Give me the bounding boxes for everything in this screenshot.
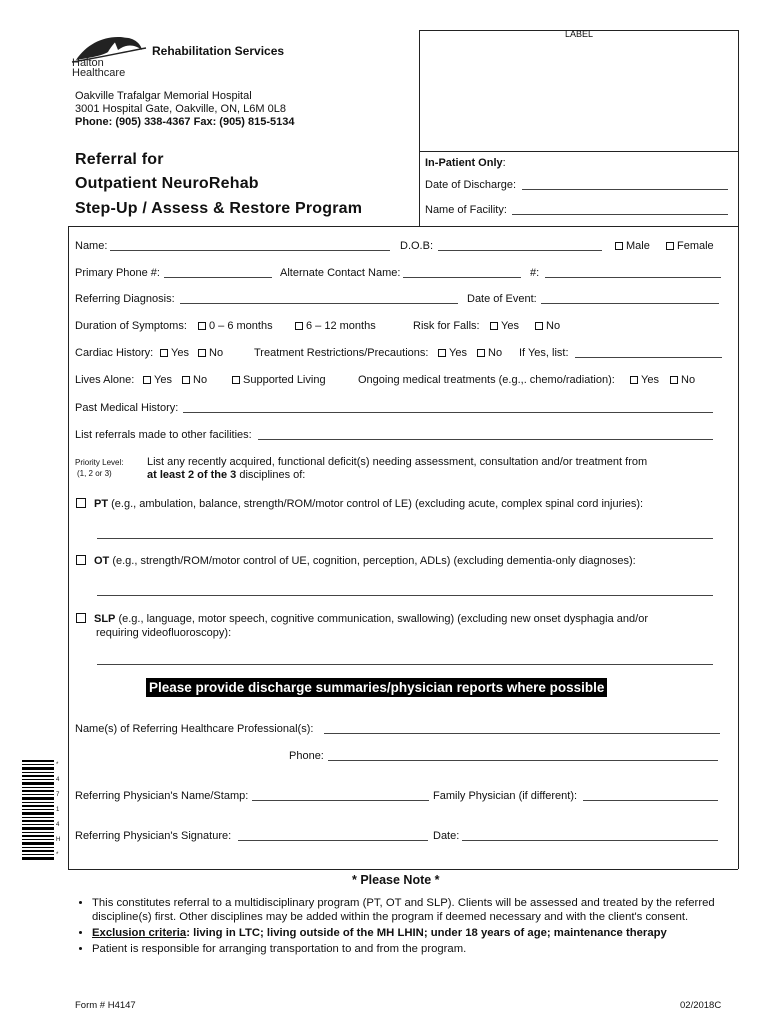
other-referrals-field[interactable] bbox=[258, 439, 713, 440]
primary-phone-field[interactable] bbox=[164, 277, 272, 278]
falls-no-option[interactable]: No bbox=[535, 320, 560, 332]
lives-alone-no-checkbox[interactable] bbox=[182, 376, 190, 384]
lives-alone-label: Lives Alone: bbox=[75, 374, 135, 386]
if-yes-list-label: If Yes, list: bbox=[519, 347, 569, 359]
priority-instructions-line2: at least 2 of the 3 disciplines of: bbox=[147, 469, 306, 481]
supported-living-checkbox[interactable] bbox=[232, 376, 240, 384]
note-item: • This constitutes referral to a multidisciplinary program (PT, OT and SLP). Clients will be assessed and treated by the referred discipline(s) first. Other disciplines may be added within the program if deemed necessary and with the client's consent. bbox=[92, 896, 760, 924]
ongoing-yes-option[interactable]: Yes bbox=[630, 374, 659, 386]
duration-0-6-checkbox[interactable] bbox=[198, 322, 206, 330]
priority-level-label: Priority Level: bbox=[75, 458, 124, 467]
pt-checkbox[interactable] bbox=[76, 498, 86, 508]
ongoing-treatments-label: Ongoing medical treatments (e.g.,. chemo/radiation): bbox=[358, 374, 615, 386]
date-of-event-field[interactable] bbox=[541, 303, 719, 304]
family-physician-label: Family Physician (if different): bbox=[433, 790, 578, 802]
treatment-no-option[interactable]: No bbox=[477, 347, 502, 359]
hospital-address: 3001 Hospital Gate, Oakville, ON, L6M 0L8 bbox=[75, 103, 286, 115]
label-box-left-border bbox=[419, 30, 420, 226]
lives-alone-yes-checkbox[interactable] bbox=[143, 376, 151, 384]
referring-professionals-field[interactable] bbox=[324, 733, 720, 734]
barcode bbox=[22, 758, 62, 868]
label-box-right-border bbox=[738, 30, 739, 226]
female-option[interactable]: Female bbox=[666, 240, 714, 252]
referrer-phone-label: Phone: bbox=[289, 750, 324, 762]
discharge-date-label: Date of Discharge: bbox=[425, 179, 517, 191]
discipline-slp[interactable]: SLP (e.g., language, motor speech, cognitive communication, swallowing) (excluding new onset dysphagia and/or bbox=[76, 613, 648, 625]
discipline-slp-line2: requiring videofluoroscopy): bbox=[96, 627, 232, 639]
slp-checkbox[interactable] bbox=[76, 613, 86, 623]
alt-contact-label: Alternate Contact Name: bbox=[280, 267, 401, 279]
pt-details-field[interactable] bbox=[97, 538, 713, 539]
logo-text-halton: Halton bbox=[72, 57, 104, 69]
treatment-yes-checkbox[interactable] bbox=[438, 349, 446, 357]
dob-label: D.O.B: bbox=[400, 240, 434, 252]
form-revision-date: 02/2018C bbox=[680, 1000, 722, 1011]
discharge-date-field[interactable] bbox=[522, 189, 728, 190]
physician-signature-label: Referring Physician's Signature: bbox=[75, 830, 232, 842]
barcode-text: * 4 7 1 4 H * bbox=[56, 762, 61, 858]
cardiac-no-option[interactable]: No bbox=[198, 347, 223, 359]
ot-checkbox[interactable] bbox=[76, 555, 86, 565]
signature-date-field[interactable] bbox=[462, 840, 718, 841]
lives-alone-yes-option[interactable]: Yes bbox=[143, 374, 172, 386]
falls-yes-option[interactable]: Yes bbox=[490, 320, 519, 332]
physician-name-field[interactable] bbox=[252, 800, 429, 801]
referring-professionals-label: Name(s) of Referring Healthcare Professional(s): bbox=[75, 723, 314, 735]
form-number: Form # H4147 bbox=[75, 1000, 136, 1011]
main-box-bottom-border bbox=[68, 869, 738, 870]
past-medical-history-label: Past Medical History: bbox=[75, 402, 179, 414]
date-of-event-label: Date of Event: bbox=[467, 293, 537, 305]
alt-contact-number-label: #: bbox=[530, 267, 540, 279]
form-title-line1: Referral for bbox=[75, 151, 164, 168]
cardiac-no-checkbox[interactable] bbox=[198, 349, 206, 357]
family-physician-field[interactable] bbox=[583, 800, 718, 801]
department-name: Rehabilitation Services bbox=[152, 44, 285, 58]
slp-details-field[interactable] bbox=[97, 664, 713, 665]
main-box-right-border bbox=[738, 226, 739, 869]
treatment-no-checkbox[interactable] bbox=[477, 349, 485, 357]
priority-instructions-line1: List any recently acquired, functional deficit(s) needing assessment, consultation and/or treatment from bbox=[147, 456, 648, 468]
lives-alone-no-option[interactable]: No bbox=[182, 374, 207, 386]
ongoing-no-checkbox[interactable] bbox=[670, 376, 678, 384]
if-yes-list-field[interactable] bbox=[575, 357, 722, 358]
logo-text-healthcare: Healthcare bbox=[72, 67, 126, 79]
duration-option-6-12[interactable]: 6 – 12 months bbox=[295, 320, 376, 332]
duration-label: Duration of Symptoms: bbox=[75, 320, 187, 332]
discharge-summary-banner: Please provide discharge summaries/physician reports where possible bbox=[146, 678, 607, 697]
diagnosis-label: Referring Diagnosis: bbox=[75, 293, 175, 305]
discipline-ot[interactable]: OT (e.g., strength/ROM/motor control of UE, cognition, perception, ADLs) (excluding dementia-only diagnoses): bbox=[76, 555, 636, 567]
other-referrals-label: List referrals made to other facilities: bbox=[75, 429, 252, 441]
supported-living-option[interactable]: Supported Living bbox=[232, 374, 326, 386]
female-checkbox[interactable] bbox=[666, 242, 674, 250]
male-option[interactable]: Male bbox=[615, 240, 650, 252]
past-medical-history-field[interactable] bbox=[183, 412, 713, 413]
ot-details-field[interactable] bbox=[97, 595, 713, 596]
facility-name-field[interactable] bbox=[512, 214, 728, 215]
referrer-phone-field[interactable] bbox=[328, 760, 718, 761]
discipline-pt[interactable]: PT (e.g., ambulation, balance, strength/ROM/motor control of LE) (excluding acute, complex spinal cord injuries): bbox=[76, 498, 643, 510]
falls-risk-label: Risk for Falls: bbox=[413, 320, 480, 332]
treatment-restrictions-label: Treatment Restrictions/Precautions: bbox=[254, 347, 429, 359]
notes-list bbox=[70, 896, 760, 958]
name-field[interactable] bbox=[110, 250, 390, 251]
falls-no-checkbox[interactable] bbox=[535, 322, 543, 330]
hospital-phone-fax: Phone: (905) 338-4367 Fax: (905) 815-5134 bbox=[75, 116, 295, 128]
note-item: • Patient is responsible for arranging transportation to and from the program. bbox=[92, 942, 760, 956]
name-label: Name: bbox=[75, 240, 108, 252]
male-checkbox[interactable] bbox=[615, 242, 623, 250]
duration-6-12-checkbox[interactable] bbox=[295, 322, 303, 330]
main-box-left-border bbox=[68, 226, 69, 869]
cardiac-yes-checkbox[interactable] bbox=[160, 349, 168, 357]
hospital-name: Oakville Trafalgar Memorial Hospital bbox=[75, 90, 252, 102]
physician-name-label: Referring Physician's Name/Stamp: bbox=[75, 790, 249, 802]
treatment-yes-option[interactable]: Yes bbox=[438, 347, 467, 359]
primary-phone-label: Primary Phone #: bbox=[75, 267, 160, 279]
please-note-heading: * Please Note * bbox=[352, 873, 440, 887]
physician-signature-field[interactable] bbox=[238, 840, 428, 841]
label-box-caption: LABEL bbox=[565, 29, 594, 39]
form-title-line3: Step-Up / Assess & Restore Program bbox=[75, 200, 363, 217]
form-title-line2: Outpatient NeuroRehab bbox=[75, 175, 259, 192]
main-box-top-border bbox=[68, 226, 738, 227]
alt-contact-number-field[interactable] bbox=[545, 277, 721, 278]
priority-level-range: (1, 2 or 3) bbox=[77, 469, 112, 478]
facility-name-label: Name of Facility: bbox=[425, 204, 507, 216]
ongoing-yes-checkbox[interactable] bbox=[630, 376, 638, 384]
falls-yes-checkbox[interactable] bbox=[490, 322, 498, 330]
dob-field[interactable] bbox=[438, 250, 602, 251]
inpatient-heading: In-Patient Only: bbox=[425, 157, 506, 169]
duration-option-0-6[interactable]: 0 – 6 months bbox=[198, 320, 273, 332]
ongoing-no-option[interactable]: No bbox=[670, 374, 695, 386]
inpatient-divider bbox=[419, 151, 738, 152]
cardiac-label: Cardiac History: bbox=[75, 347, 154, 359]
cardiac-yes-option[interactable]: Yes bbox=[160, 347, 189, 359]
signature-date-label: Date: bbox=[433, 830, 460, 842]
note-item: • Exclusion criteria: living in LTC; living outside of the MH LHIN; under 18 years of age; maintenance therapy bbox=[92, 926, 760, 940]
alt-contact-field[interactable] bbox=[403, 277, 521, 278]
diagnosis-field[interactable] bbox=[180, 303, 458, 304]
